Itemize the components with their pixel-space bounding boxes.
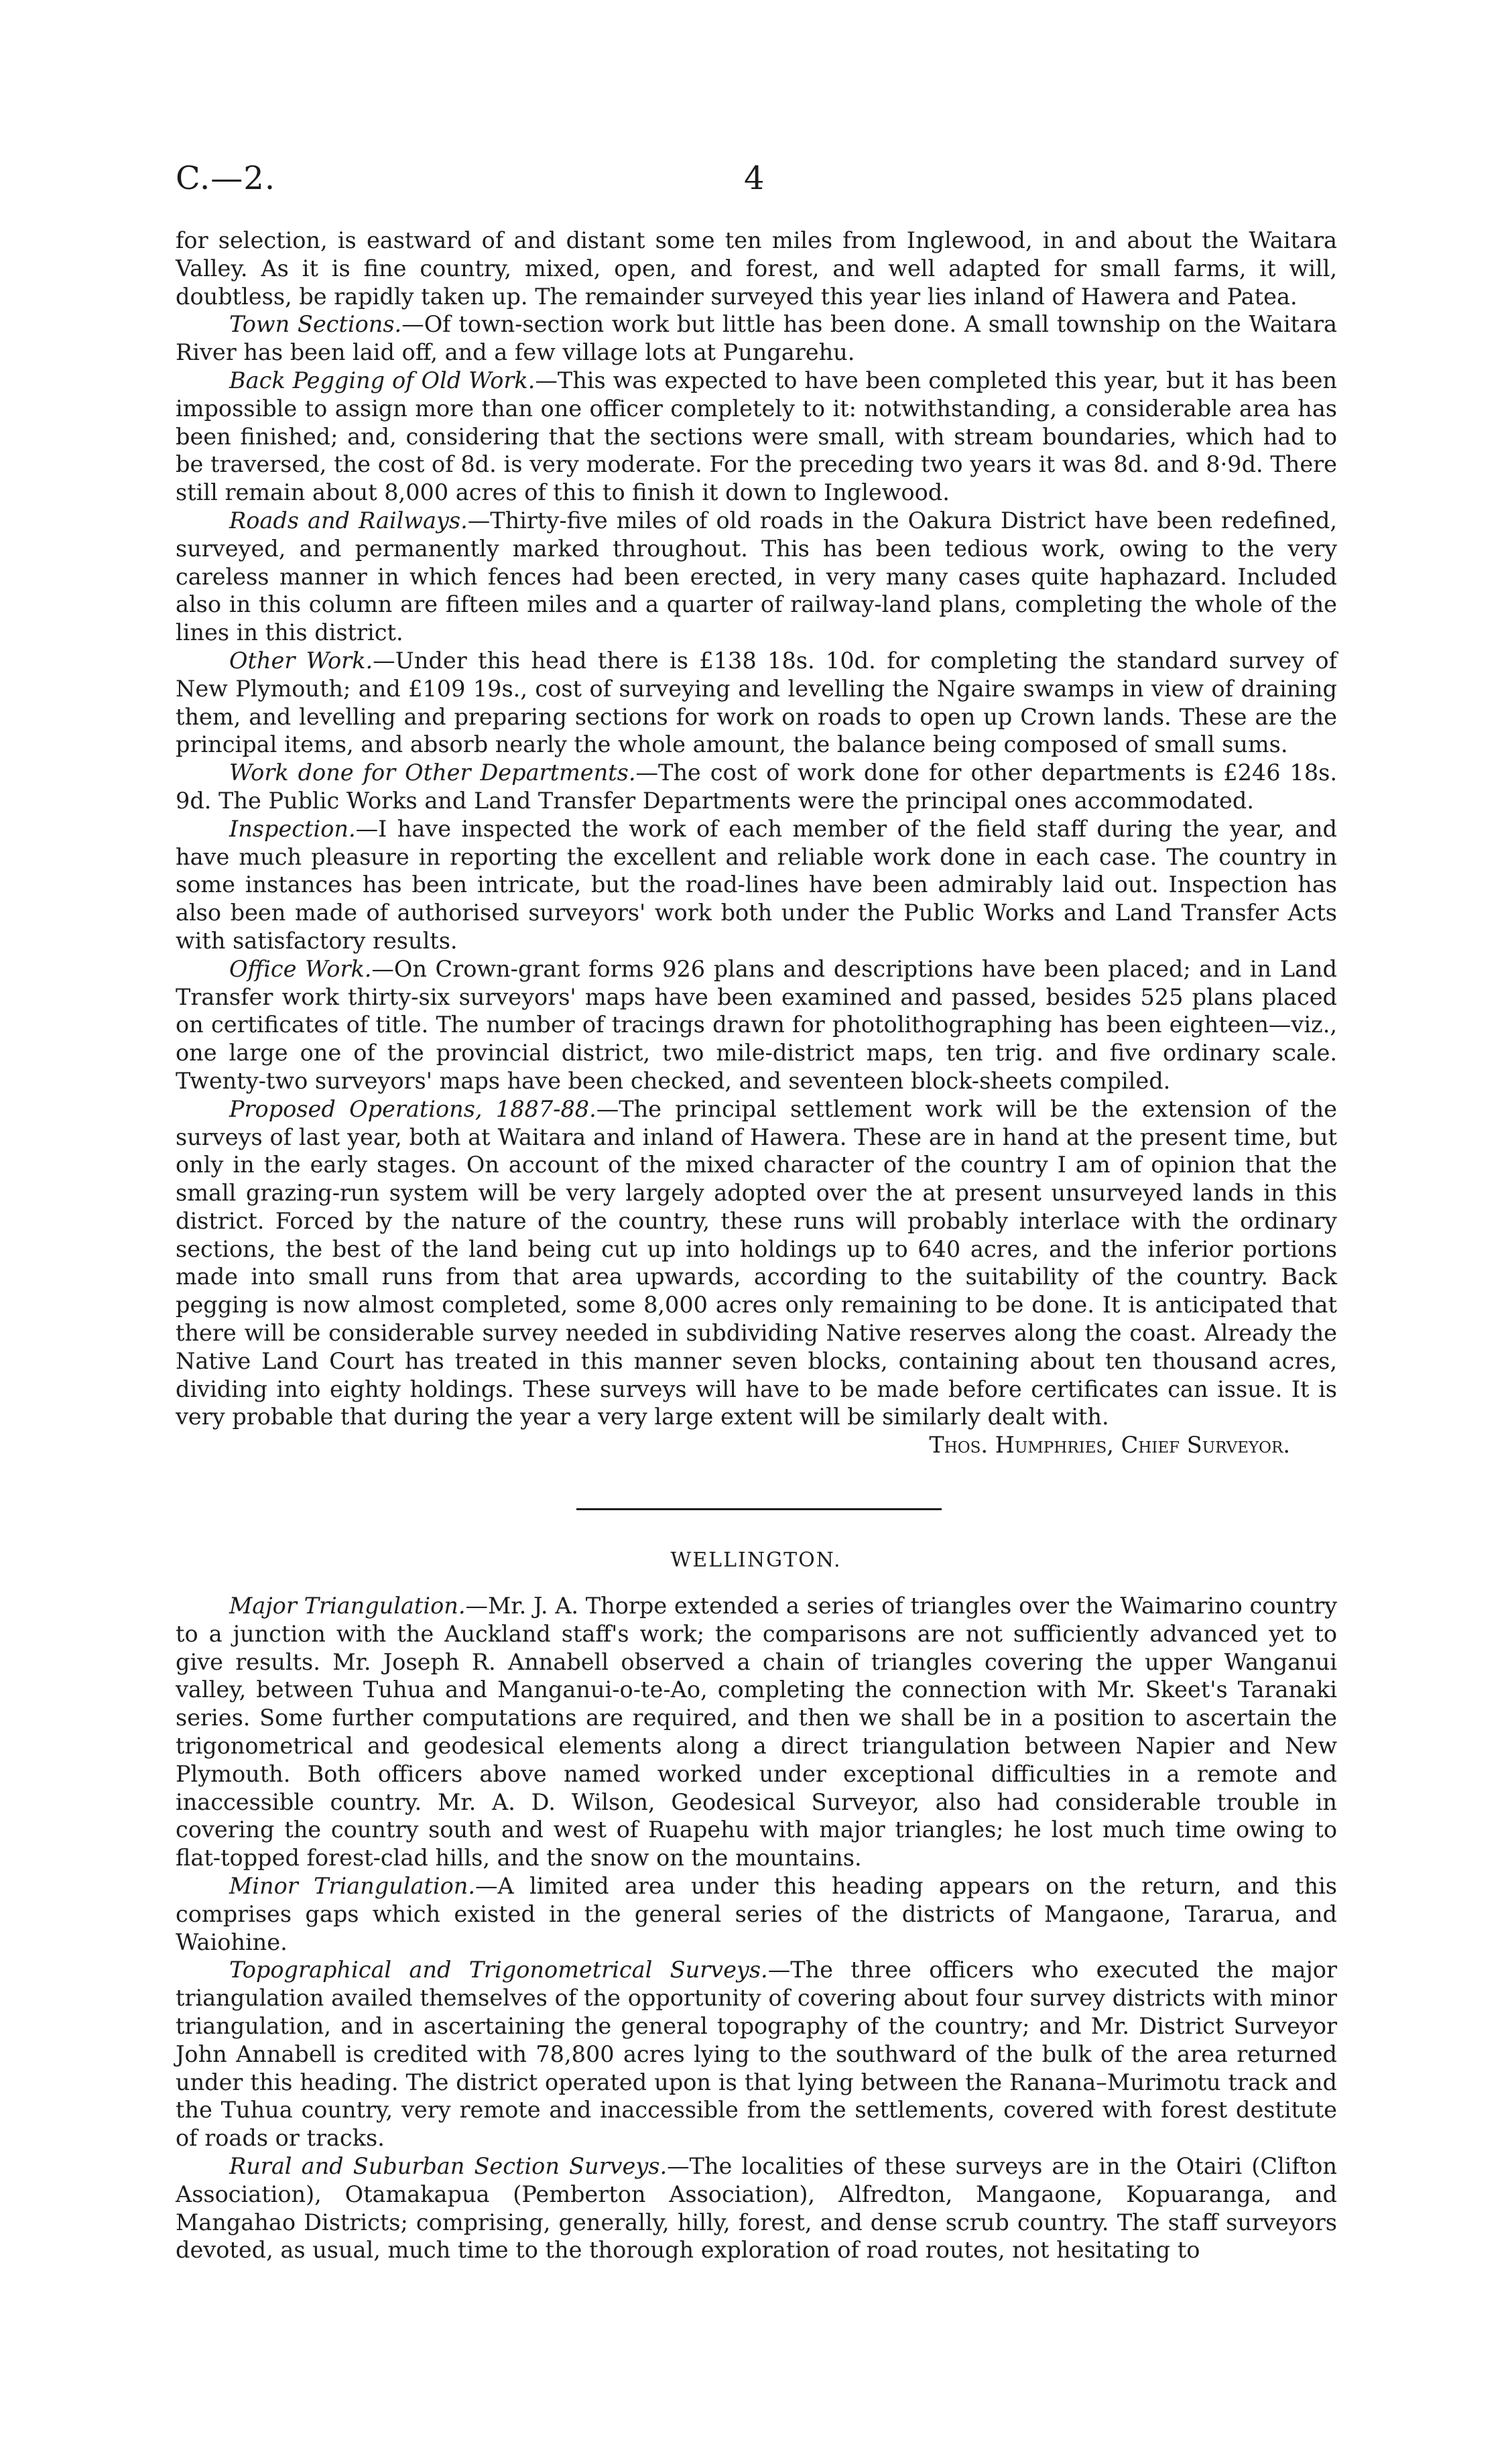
paragraph-text: —This was expected to have been completed this year, but it has been impossible to assign more than one officer completely to it: notwithstanding, a considerable area has been finished; and, considering that the sections were small, with stream boundaries, which had to be traversed, the cost of 8d. is very moderate. For the preceding two years it was 8d. and 8·9d. There still remain about 8,000 acres of this to finish it down to Inglewood. <box>176 367 1337 506</box>
paragraph-rural-surveys <box>176 2152 1337 2264</box>
paragraph-text: —I have inspected the work of each member of the field staff during the year, and have much pleasure in reporting the excellent and reliable work done in each case. The country in some instances has been intricate, but the road-lines have been admirably laid out. Inspection has also been made of authorised surveyors' work both under the Public Works and Land Transfer Acts with satisfactory results. <box>176 815 1337 954</box>
document-reference: C.—2. <box>176 160 276 197</box>
paragraph-minor-triangulation <box>176 1872 1337 1956</box>
section-divider <box>576 1508 942 1510</box>
paragraph-text: —The cost of work done for other departments is £246 18s. 9d. The Public Works and Land Transfer Departments were the principal ones accommodated. <box>176 759 1337 814</box>
paragraph-back-pegging <box>176 367 1337 507</box>
paragraph-heading: Work done for Other Departments. <box>229 759 636 786</box>
paragraph-text: —The principal settlement work will be the extension of the surveys of last year, both at Waitara and inland of Hawera. These are in hand at the present time, but only in the early stages. On account of the mixed character of the country I am of opinion that the small grazing-run system will be very largely adopted over the at present unsurveyed lands in this district. Forced by the nature of the country, these runs will probably interlace with the ordinary sections, the best of the land being cut up into holdings up to 640 acres, and the inferior portions made into small runs from that area upwards, according to the suitability of the country. Back pegging is now almost completed, some 8,000 acres only remaining to be done. It is anticipated that there will be considerable survey needed in subdividing Native reserves along the coast. Already the Native Land Court has treated in this manner seven blocks, containing about ten thousand acres, dividing into eighty holdings. These surveys will have to be made before certificates can issue. It is very probable that during the year a very large extent will be similarly dealt with. <box>176 1095 1337 1430</box>
paragraph-heading: Back Pegging of Old Work. <box>229 367 536 393</box>
paragraph-heading: Proposed Operations, 1887-88. <box>229 1095 596 1122</box>
paragraph-proposed-operations <box>176 1095 1337 1459</box>
paragraph-topographical-surveys <box>176 1956 1337 2152</box>
paragraph-other-work <box>176 647 1337 759</box>
paragraph-heading: Inspection. <box>229 815 356 842</box>
paragraph-heading: Topographical and Trigonometrical Surveys. <box>229 1957 768 1983</box>
paragraph-text: —Mr. J. A. Thorpe extended a series of triangles over the Waimarino country to a junction with the Auckland staff's work; the comparisons are not sufficiently advanced yet to give results. Mr. Joseph R. Annabell observed a chain of triangles covering the upper Wanganui valley, between Tuhua and Manganui-o-te-Ao, completing the connection with Mr. Skeet's Taranaki series. Some further computations are required, and then we shall be in a position to ascertain the trigonometrical and geodesical elements along a direct triangulation between Napier and New Plymouth. Both officers above named worked under exceptional difficulties in a remote and inaccessible country. Mr. A. D. Wilson, Geodesical Surveyor, also had considerable trouble in covering the country south and west of Ruapehu with major triangles; he lost much time owing to flat-topped forest-clad hills, and the snow on the mountains. <box>176 1593 1338 1872</box>
page-number: 4 <box>744 160 765 197</box>
paragraph-text: —The localities of these surveys are in the Otairi (Clifton Association), Otamakapua (Pemberton Association), Alfredton, Mangaone, Kopuaranga, and Mangahao Districts; comprising, generally, hilly, forest, and dense scrub country. The staff surveyors devoted, as usual, much time to the thorough exploration of road routes, not hesitating to <box>176 2152 1337 2264</box>
section-heading-wellington: WELLINGTON. <box>670 1548 842 1572</box>
paragraph-text: —Thirty-five miles of old roads in the Oakura District have been redefined, surveyed, and permanently marked throughout. This has been tedious work, owing to the very careless manner in which fences had been erected, in very many cases quite haphazard. Included also in this column are fifteen miles and a quarter of railway-land plans, completing the whole of the lines in this district. <box>176 507 1337 646</box>
paragraph-heading: Rural and Suburban Section Surveys. <box>229 2152 668 2179</box>
paragraph-heading: Town Sections. <box>229 311 402 338</box>
paragraph <box>176 227 1337 310</box>
paragraph-major-triangulation <box>176 1592 1337 1872</box>
paragraph-heading: Roads and Railways. <box>229 507 468 534</box>
page-header <box>176 160 1342 213</box>
paragraph-heading: Other Work. <box>229 647 373 674</box>
paragraph-other-departments <box>176 759 1337 815</box>
signature-line: Thos. Humphries, Chief Surveyor. <box>929 1432 1290 1459</box>
taranaki-report-text <box>176 227 1337 1459</box>
paragraph-text: —Of town-section work but little has been done. A small township on the Waitara River has been laid off, and a few village lots at Pungarehu. <box>176 311 1337 366</box>
paragraph-heading: Major Triangulation. <box>229 1593 466 1619</box>
paragraph-text: for selection, is eastward of and distant some ten miles from Inglewood, in and about the Waitara Valley. As it is fine country, mixed, open, and forest, and well adapted for small farms, it will, doubtless, be rapidly taken up. The remainder surveyed this year lies inland of Hawera and Patea. <box>176 227 1337 310</box>
paragraph-town-sections <box>176 310 1337 367</box>
paragraph-text: —On Crown-grant forms 926 plans and descriptions have been placed; and in Land Transfer work thirty-six surveyors' maps have been examined and passed, besides 525 plans placed on certificates of title. The number of tracings drawn for photolithographing has been eighteen—viz., one large one of the provincial district, two mile-district maps, ten trig. and five ordinary scale. Twenty-two surveyors' maps have been checked, and seventeen block-sheets compiled. <box>176 955 1337 1094</box>
paragraph-text: —The three officers who executed the major triangulation availed themselves of the opportunity of covering about four survey districts with minor triangulation, and in ascertaining the general topography of the country; and Mr. District Surveyor John Annabell is credited with 78,800 acres lying to the southward of the bulk of the area returned under this heading. The district operated upon is that lying between the Ranana–Murimotu track and the Tuhua country, very remote and inaccessible from the settlements, covered with forest destitute of roads or tracks. <box>176 1957 1337 2152</box>
paragraph-heading: Office Work. <box>229 955 372 982</box>
wellington-report-text <box>176 1592 1337 2264</box>
paragraph-heading: Minor Triangulation. <box>229 1872 475 1899</box>
paragraph-office-work <box>176 955 1337 1095</box>
paragraph-text: —A limited area under this heading appears on the return, and this comprises gaps which existed in the general series of the districts of Mangaone, Tararua, and Waiohine. <box>176 1872 1337 1955</box>
paragraph-text: —Under this head there is £138 18s. 10d. for completing the standard survey of New Plymouth; and £109 19s., cost of surveying and levelling the Ngaire swamps in view of draining them, and levelling and preparing sections for work on roads to open up Crown lands. These are the principal items, and absorb nearly the whole amount, the balance being composed of small sums. <box>176 647 1338 758</box>
paragraph-inspection <box>176 815 1337 955</box>
paragraph-roads-railways <box>176 507 1337 647</box>
